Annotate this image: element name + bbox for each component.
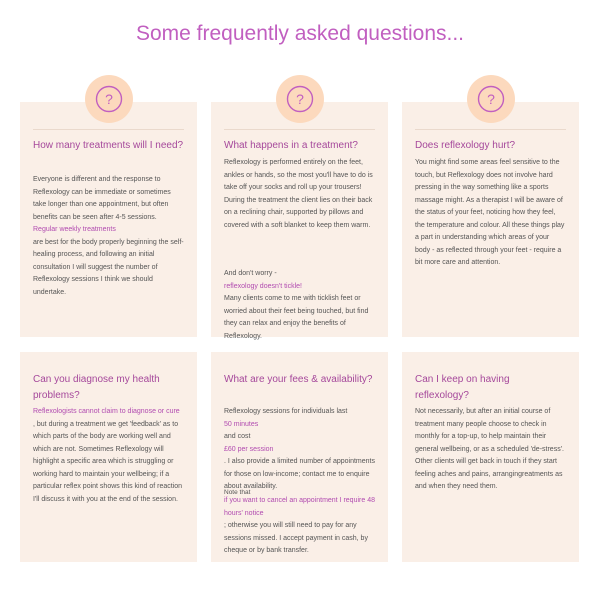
faq-question: Can you diagnose my health problems? (33, 374, 160, 401)
faq-card-keep-having (402, 352, 579, 562)
answer-text: You might find some areas feel sensitive to the touch, but Reflexology does not involve hard pressing in the way something like a sports massage might. As a therapist I will be aware of the status of your feet, noticing how they feel, the temperature and colour. All these things play a part in understanding which areas of your body - as reflected through your feet - require a bit more care and attention. (415, 159, 565, 266)
highlight-text: reflexology doesn't tickle! (224, 282, 302, 290)
question-circle-icon (467, 75, 515, 123)
answer-text: Many clients come to me with ticklish feet or worried about their feet being touched, but find they can relax and enjoy the benefits of Reflexology. (224, 295, 369, 340)
svg-text:?: ? (486, 91, 495, 107)
highlight-text: 50 minutes (224, 420, 259, 428)
faq-question: Can I keep on having reflexology? (415, 374, 510, 401)
faq-answer (415, 157, 566, 270)
faq-question: What happens in a treatment? (224, 140, 358, 151)
faq-card-fees (211, 352, 388, 562)
faq-answer (224, 406, 375, 494)
answer-text: are best for the body properly beginning the self-healing process, and following an initial consultation I will suggest the number of Reflexology sessions I think we should undertake. (33, 238, 184, 296)
question-circle-icon (276, 75, 324, 123)
highlight-text: Regular weekly treatments (33, 226, 116, 233)
faq-card-treatment-process (211, 91, 388, 340)
faq-question: Does reflexology hurt? (415, 140, 516, 151)
highlight-text: Reflexologists cannot claim to diagnose or cure (33, 408, 180, 415)
faq-answer (415, 406, 566, 494)
svg-text:?: ? (104, 91, 113, 107)
faq-question: How many treatments will I need? (33, 140, 184, 151)
answer-text: Everyone is different and the response to Reflexology can be immediate or sometimes take longer than one appointment, but often benefits can be seen after 4-5 sessions. (33, 176, 171, 221)
faq-card-treatments (20, 91, 197, 337)
card-divider (415, 129, 566, 130)
answer-text: Reflexology sessions for individuals last (224, 408, 348, 415)
answer-text: ; otherwise you will still need to pay for any sessions missed. I accept payment in cash, by cheque or by bank transfer. (224, 522, 368, 554)
overlap-text: Note that (224, 489, 251, 496)
faq-answer-cont (224, 495, 375, 558)
faq-answer (224, 157, 375, 343)
highlight-text: if you want to cancel an appointment I require 48 hours' notice (224, 497, 375, 517)
faq-card-diagnose (20, 352, 197, 562)
answer-text: and cost (224, 433, 251, 440)
highlight-text: £60 per session (224, 445, 274, 453)
page-title: Some frequently asked questions... (135, 22, 465, 45)
card-divider (33, 129, 184, 130)
answer-text: Reflexology is performed entirely on the feet, ankles or hands, so the most you'll have to do is take off your socks and roll up your trousers! During the treatment the client lies on their back on a reclining chair, supported by pillows and covered with a soft blanket to keep them warm. (224, 159, 373, 229)
answer-text: , but during a treatment we get 'feedback' as to which parts of the body are working well and which are not. Sometimes Reflexology will highlight a specific area which is struggling or working hard to maintain your wellbeing; if a particular reflex point shows this kind of reaction I'll discuss it with you at the end of the session. (33, 420, 183, 503)
faq-card-reflexology-hurt (402, 91, 579, 337)
faq-question: What are your fees & availability? (224, 374, 373, 385)
answer-text: And don't worry - (224, 270, 277, 277)
faq-answer (33, 174, 184, 299)
card-divider (224, 129, 375, 130)
answer-text: Not necessarily, but after an initial course of treatment many people choose to check in monthly for a top-up, to help maintain their general wellbeing, or as a scheduled 'de-stress'. Other clients will get back in touch if they start feeling aches and pains, arrangingreatments as and when they need them. (415, 408, 564, 490)
svg-text:?: ? (295, 91, 304, 107)
faq-answer (33, 406, 184, 506)
answer-text: . I also provide a limited number of appointments for those on low-income; contact me to enquire about availability. (224, 458, 375, 490)
question-circle-icon (85, 75, 133, 123)
